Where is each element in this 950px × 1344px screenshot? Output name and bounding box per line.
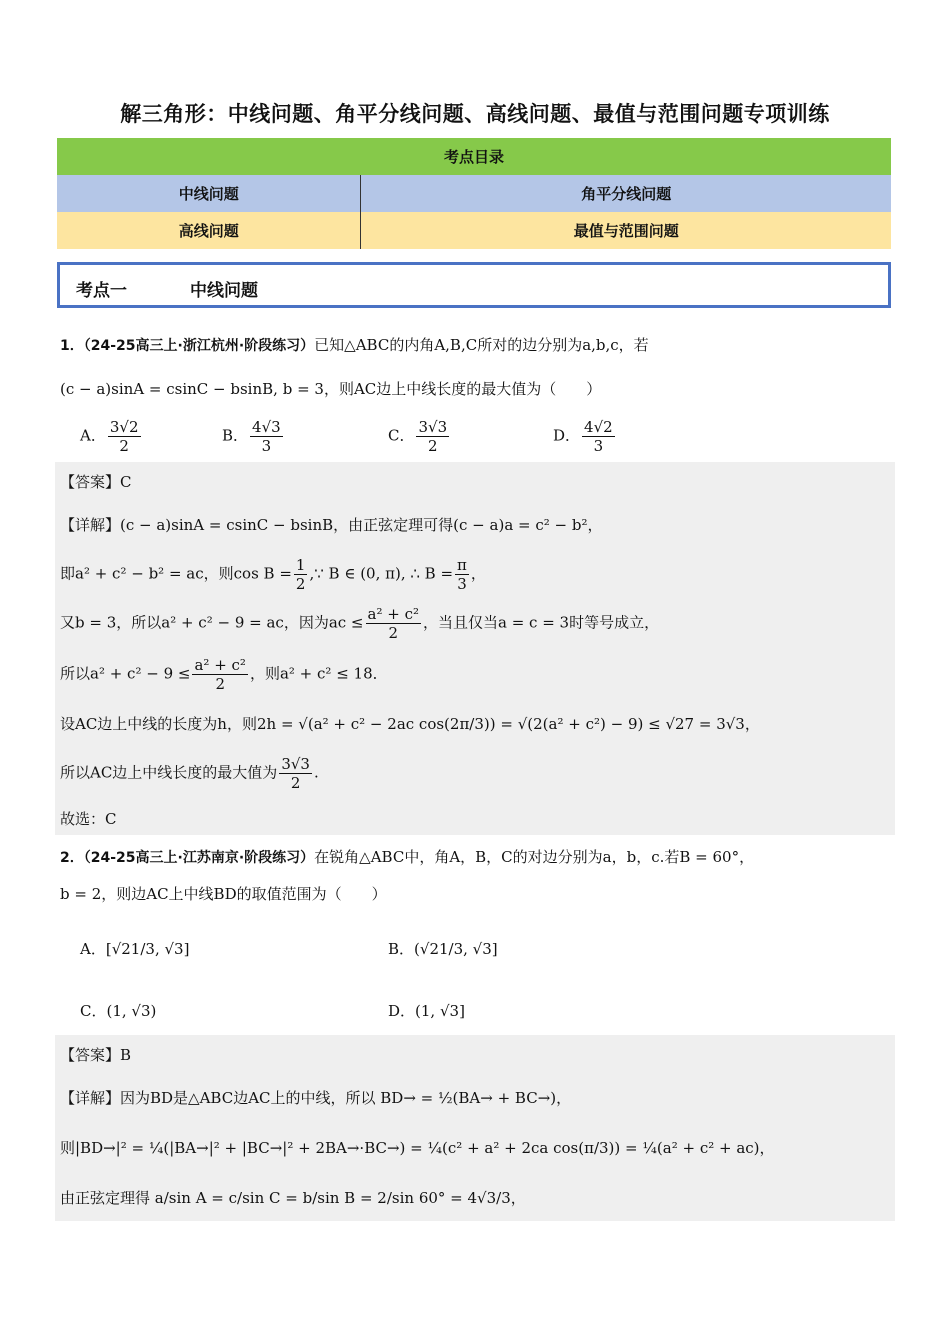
- q2-answer: 【答案】B: [60, 1046, 132, 1064]
- q1-detail-line1: 【详解】(c − a)sinA = csinC − bsinB，由正弦定理可得(c − a)a = c² − b²，: [60, 516, 603, 534]
- q1-conclusion: 故选：C: [60, 810, 117, 828]
- q1-detail-line5: 设AC边上中线的长度为h，则2h = √(a² + c² − 2ac cos(2π/3)) = √(2(a² + c²) − 9) ≤ √27 = 3√3，: [60, 715, 760, 733]
- q2-stem1: 在锐角△ABC中，角A，B，C的对边分别为a，b，c.若B = 60°，: [314, 848, 755, 866]
- q2-option-c[interactable]: C．(1, √3): [80, 1002, 157, 1020]
- q1-option-c[interactable]: C． $\frac{3√3}{2}$: [388, 418, 448, 455]
- q1-detail-line4: 所以a² + c² − 9 ≤ $\frac{\text{a² + c²}}{2}$ ，则a² + c² ≤ 18．: [60, 656, 388, 693]
- q2-option-b[interactable]: B．(√21/3, √3]: [388, 940, 498, 958]
- q1-option-a[interactable]: A． $\frac{3√2}{2}$: [80, 418, 139, 455]
- toc-table: [57, 138, 891, 249]
- q2-option-d[interactable]: D．(1, √3]: [388, 1002, 465, 1020]
- q1-stem1: 已知△ABC的内角A,B,C所对的边分别为a,b,c，若: [314, 336, 649, 354]
- section-name: 中线问题: [190, 281, 258, 301]
- q1-label: 1．: [60, 338, 84, 354]
- q1-source: （24-25高三上·浙江杭州·阶段练习）: [83, 338, 315, 354]
- toc-item-altitude[interactable]: 高线问题: [57, 212, 361, 249]
- q1-detail-line6: 所以AC边上中线长度的最大值为 $\frac{3√3}{2}$ .: [60, 755, 319, 792]
- q1-answer: 【答案】C: [60, 473, 132, 491]
- q1-stem-line2: (c − a)sinA = csinC − bsinB, b = 3，则AC边上中线长度的最大值为（ ）: [60, 380, 602, 398]
- q1-detail-line2: 即a² + c² − b² = ac，则cos B = $\frac{1}{2}$ ,∵ B ∈ (0, π), ∴ B = $\frac{\pi}{3}$ ，: [60, 556, 486, 593]
- q1-stem-line1: [60, 334, 649, 355]
- q2-detail-line3: 由正弦定理得 a/sin A = c/sin C = b/sin B = 2/sin 60° = 4√3/3，: [60, 1189, 526, 1207]
- section-heading: [57, 262, 891, 308]
- q2-option-a[interactable]: A．[√21/3, √3]: [80, 940, 190, 958]
- q1-option-d[interactable]: D． $\frac{4√2}{3}$: [553, 418, 613, 455]
- toc-item-median[interactable]: 中线问题: [57, 175, 361, 212]
- page-title: 解三角形：中线问题、角平分线问题、高线问题、最值与范围问题专项训练: [120, 102, 830, 126]
- q2-detail-line1: 【详解】因为BD是△ABC边AC上的中线，所以 BD→ = ½(BA→ + BC→)，: [60, 1089, 572, 1107]
- q2-source: （24-25高三上·江苏南京·阶段练习）: [83, 850, 315, 866]
- q2-stem-line1: [60, 846, 754, 867]
- toc-item-bisector[interactable]: 角平分线问题: [361, 175, 891, 212]
- toc-item-extremum[interactable]: 最值与范围问题: [361, 212, 891, 249]
- q1-detail-line3: 又b = 3，所以a² + c² − 9 = ac，因为ac ≤ $\frac{\text{a² + c²}}{2}$ ，当且仅当a = c = 3时等号成立，: [60, 605, 660, 642]
- q2-detail-line2: 则|BD→|² = ¼(|BA→|² + |BC→|² + 2BA→·BC→) = ¼(c² + a² + 2ca cos(π/3)) = ¼(a² + c² + ac)，: [60, 1139, 775, 1157]
- q2-label: 2．: [60, 850, 84, 866]
- q2-stem-line2: b = 2，则边AC上中线BD的取值范围为（ ）: [60, 885, 387, 903]
- toc-header: 考点目录: [57, 138, 891, 175]
- q1-option-b[interactable]: B． $\frac{4√3}{3}$: [222, 418, 281, 455]
- section-number: 考点一: [76, 281, 127, 301]
